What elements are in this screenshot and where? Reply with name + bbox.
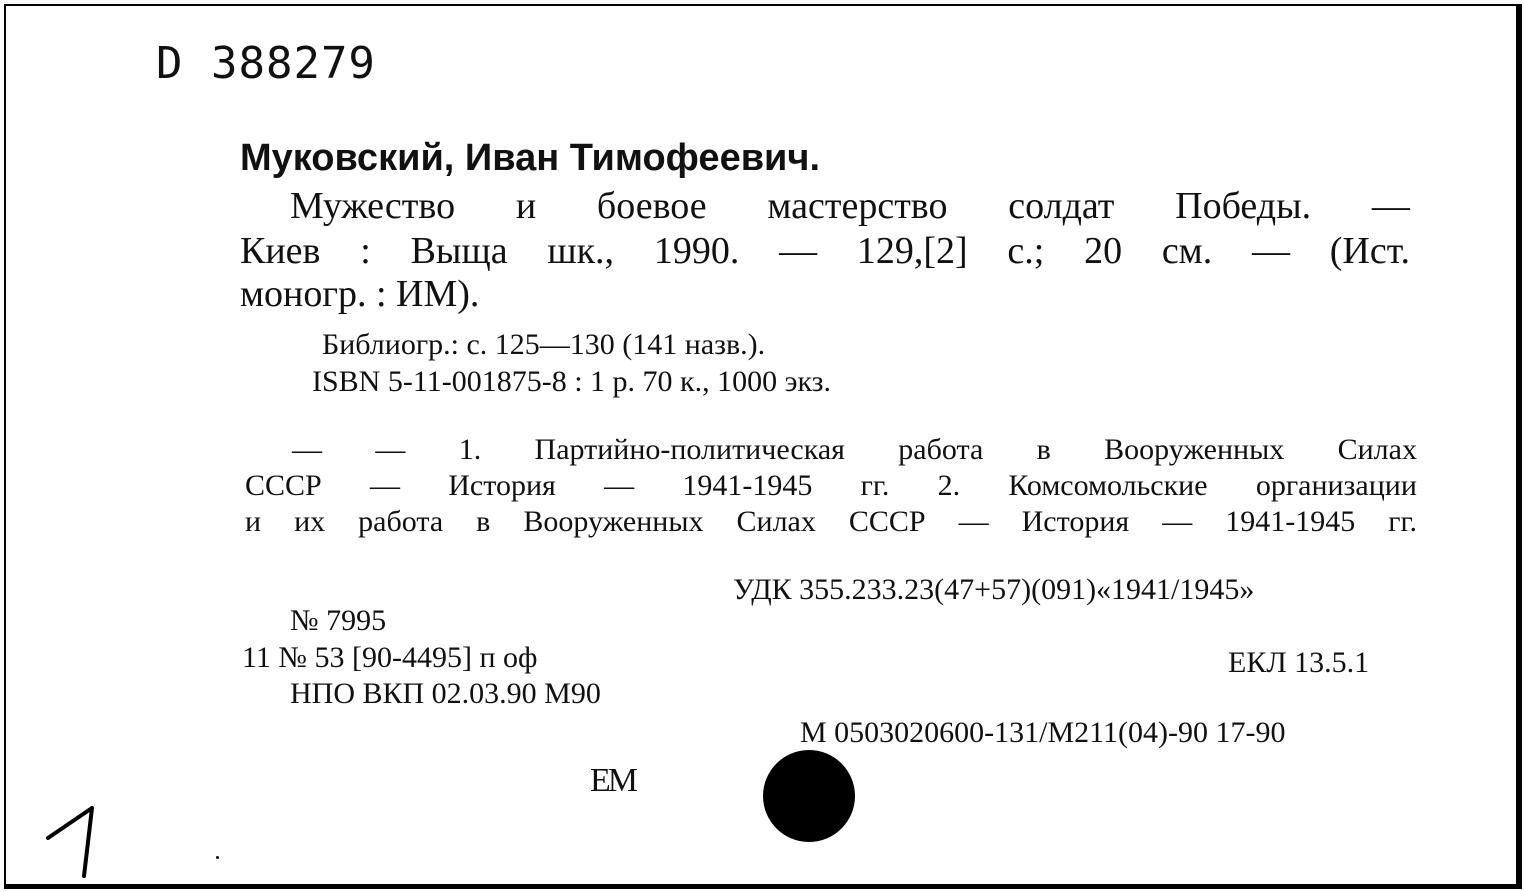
- word: работа: [898, 433, 984, 466]
- word: СССР: [245, 469, 322, 502]
- word: солдат: [1008, 185, 1115, 227]
- word: Силах: [736, 505, 816, 538]
- word: —: [1162, 505, 1193, 538]
- word: и: [245, 505, 262, 538]
- word: —: [292, 433, 322, 466]
- word: —: [1371, 185, 1410, 227]
- card-number: № 7995: [290, 604, 387, 637]
- word: Вооруженных: [523, 505, 704, 538]
- word: Киев: [240, 230, 321, 272]
- word: Силах: [1337, 433, 1417, 466]
- word: боевое: [596, 185, 707, 227]
- word: История: [1021, 505, 1130, 538]
- word: 1941-1945: [1225, 505, 1356, 538]
- word: Партийно-политическая: [534, 433, 845, 466]
- word: гг.: [1388, 505, 1417, 538]
- punch-hole: [763, 750, 855, 842]
- ekl-code: ЕКЛ 13.5.1: [1228, 646, 1370, 679]
- word: мастерство: [767, 185, 948, 227]
- author-heading: Муковский, Иван Тимофеевич.: [240, 137, 821, 179]
- word: —: [369, 469, 400, 502]
- title-line-3: моногр. : ИМ).: [240, 273, 480, 315]
- bibliography-note: Библиогр.: с. 125—130 (141 назв.).: [322, 328, 766, 361]
- subject-line-1: [292, 433, 1417, 467]
- word: Мужество: [290, 185, 456, 227]
- word: —: [604, 469, 635, 502]
- title-line-1: [290, 184, 1410, 228]
- call-number: D 388279: [156, 38, 376, 89]
- word: Выща: [410, 230, 508, 272]
- subject-line-2: [245, 469, 1417, 503]
- em-mark: ЕМ: [590, 762, 635, 799]
- udk-code: УДК 355.233.23(47+57)(091)«1941/1945»: [733, 573, 1255, 606]
- word: Победы.: [1175, 185, 1312, 227]
- word: их: [294, 505, 326, 538]
- word: 2.: [937, 469, 961, 502]
- m-code: М 0503020600-131/М211(04)-90 17-90: [800, 716, 1286, 749]
- ink-speck: [216, 856, 219, 859]
- npo-line: НПО ВКП 02.03.90 М90: [290, 677, 601, 710]
- word: в: [476, 505, 491, 538]
- word: —: [779, 230, 818, 272]
- word: 1.: [458, 433, 482, 466]
- word: —: [958, 505, 989, 538]
- word: с.;: [1007, 230, 1045, 272]
- word: Комсомольские: [1008, 469, 1208, 502]
- word: см.: [1161, 230, 1213, 272]
- word: организации: [1255, 469, 1417, 502]
- word: —: [375, 433, 406, 466]
- word: Вооруженных: [1104, 433, 1285, 466]
- subject-line-3: [245, 505, 1417, 539]
- word: —: [1251, 230, 1290, 272]
- word: 1990.: [653, 230, 740, 272]
- word: 129,[2]: [856, 230, 968, 272]
- word: История: [448, 469, 556, 502]
- word: в: [1036, 433, 1051, 466]
- word: :: [360, 230, 371, 272]
- word: СССР: [848, 505, 926, 538]
- isbn-line: ISBN 5-11-001875-8 : 1 р. 70 к., 1000 экз.: [312, 365, 832, 398]
- word: 1941-1945: [682, 469, 813, 502]
- word: работа: [358, 505, 444, 538]
- word: и: [515, 185, 537, 227]
- handwritten-number-mark: [40, 796, 120, 886]
- word: (Ист.: [1329, 230, 1410, 272]
- word: шк.,: [547, 230, 615, 272]
- word: гг.: [860, 469, 890, 502]
- order-line: 11 № 53 [90-4495] п оф: [242, 641, 538, 674]
- title-line-2: [240, 229, 1410, 273]
- word: 20: [1084, 230, 1123, 272]
